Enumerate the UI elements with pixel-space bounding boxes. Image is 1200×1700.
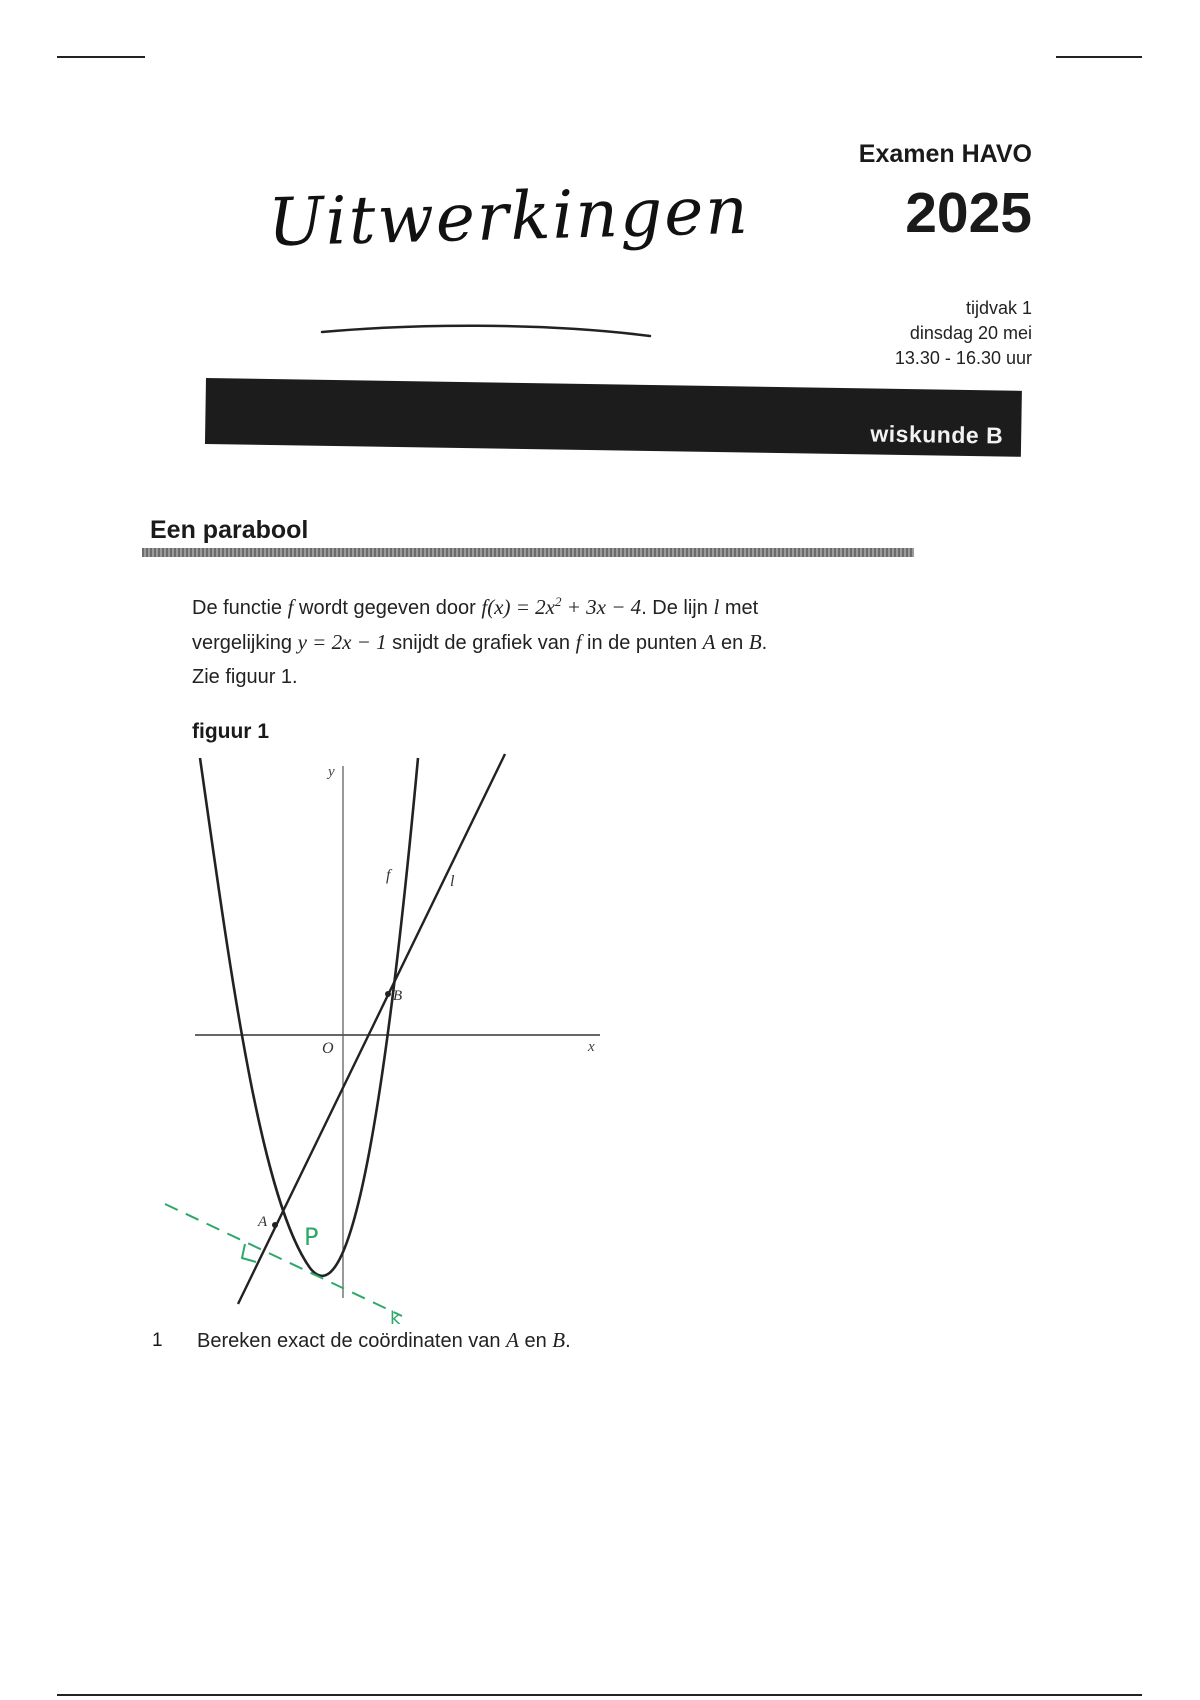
- subject-label: wiskunde B: [870, 420, 1004, 449]
- exam-meta: [895, 296, 1032, 371]
- line-equation: y = 2x − 1: [297, 630, 387, 654]
- tangent-line-k: [165, 1204, 402, 1316]
- bottom-rule: [57, 1694, 1142, 1696]
- label-origin: O: [322, 1040, 334, 1057]
- line-l: [238, 754, 505, 1304]
- section-divider: [142, 548, 914, 557]
- intro-line-3: Zie figuur 1.: [192, 666, 298, 688]
- point-A: [272, 1222, 278, 1228]
- exam-period: tijdvak 1: [965, 298, 1032, 318]
- section-title: Een parabool: [150, 516, 309, 544]
- exam-time: 13.30 - 16.30 uur: [894, 348, 1032, 368]
- parabola-f: [200, 758, 418, 1276]
- handwritten-title: Uitwerkingen: [267, 171, 751, 262]
- label-P: P: [304, 1223, 319, 1251]
- label-k: k: [390, 1308, 401, 1328]
- label-A: A: [258, 1214, 268, 1230]
- intro-line-1: De functie f wordt gegeven door $f(x) = 2x^2 + 3x - 4$. De lijn l met: [192, 594, 759, 619]
- label-l: l: [450, 873, 455, 890]
- intro-line-2: vergelijking y = 2x − 1 snijdt de grafiek van f in de punten A en B.: [192, 630, 768, 654]
- question-number: 1: [152, 1330, 163, 1351]
- function-formula: $f(x) = 2x^2 + 3x - 4$: [481, 594, 642, 619]
- point-B: [385, 991, 391, 997]
- label-x: x: [588, 1039, 595, 1055]
- exam-date: dinsdag 20 mei: [909, 323, 1032, 343]
- exam-title: Examen HAVO: [858, 140, 1032, 168]
- top-right-rule: [1056, 56, 1142, 58]
- question-text: Bereken exact de coördinaten van A en B.: [197, 1328, 571, 1352]
- subject-bar: [205, 378, 1022, 457]
- label-y: y: [328, 764, 335, 780]
- label-B: B: [393, 988, 403, 1004]
- label-f: f: [386, 867, 391, 884]
- top-left-rule: [57, 56, 145, 58]
- figure-graph: [150, 748, 770, 1328]
- handwritten-underline: [320, 318, 660, 348]
- figure-title: figuur 1: [192, 720, 269, 743]
- exam-year: 2025: [905, 181, 1032, 245]
